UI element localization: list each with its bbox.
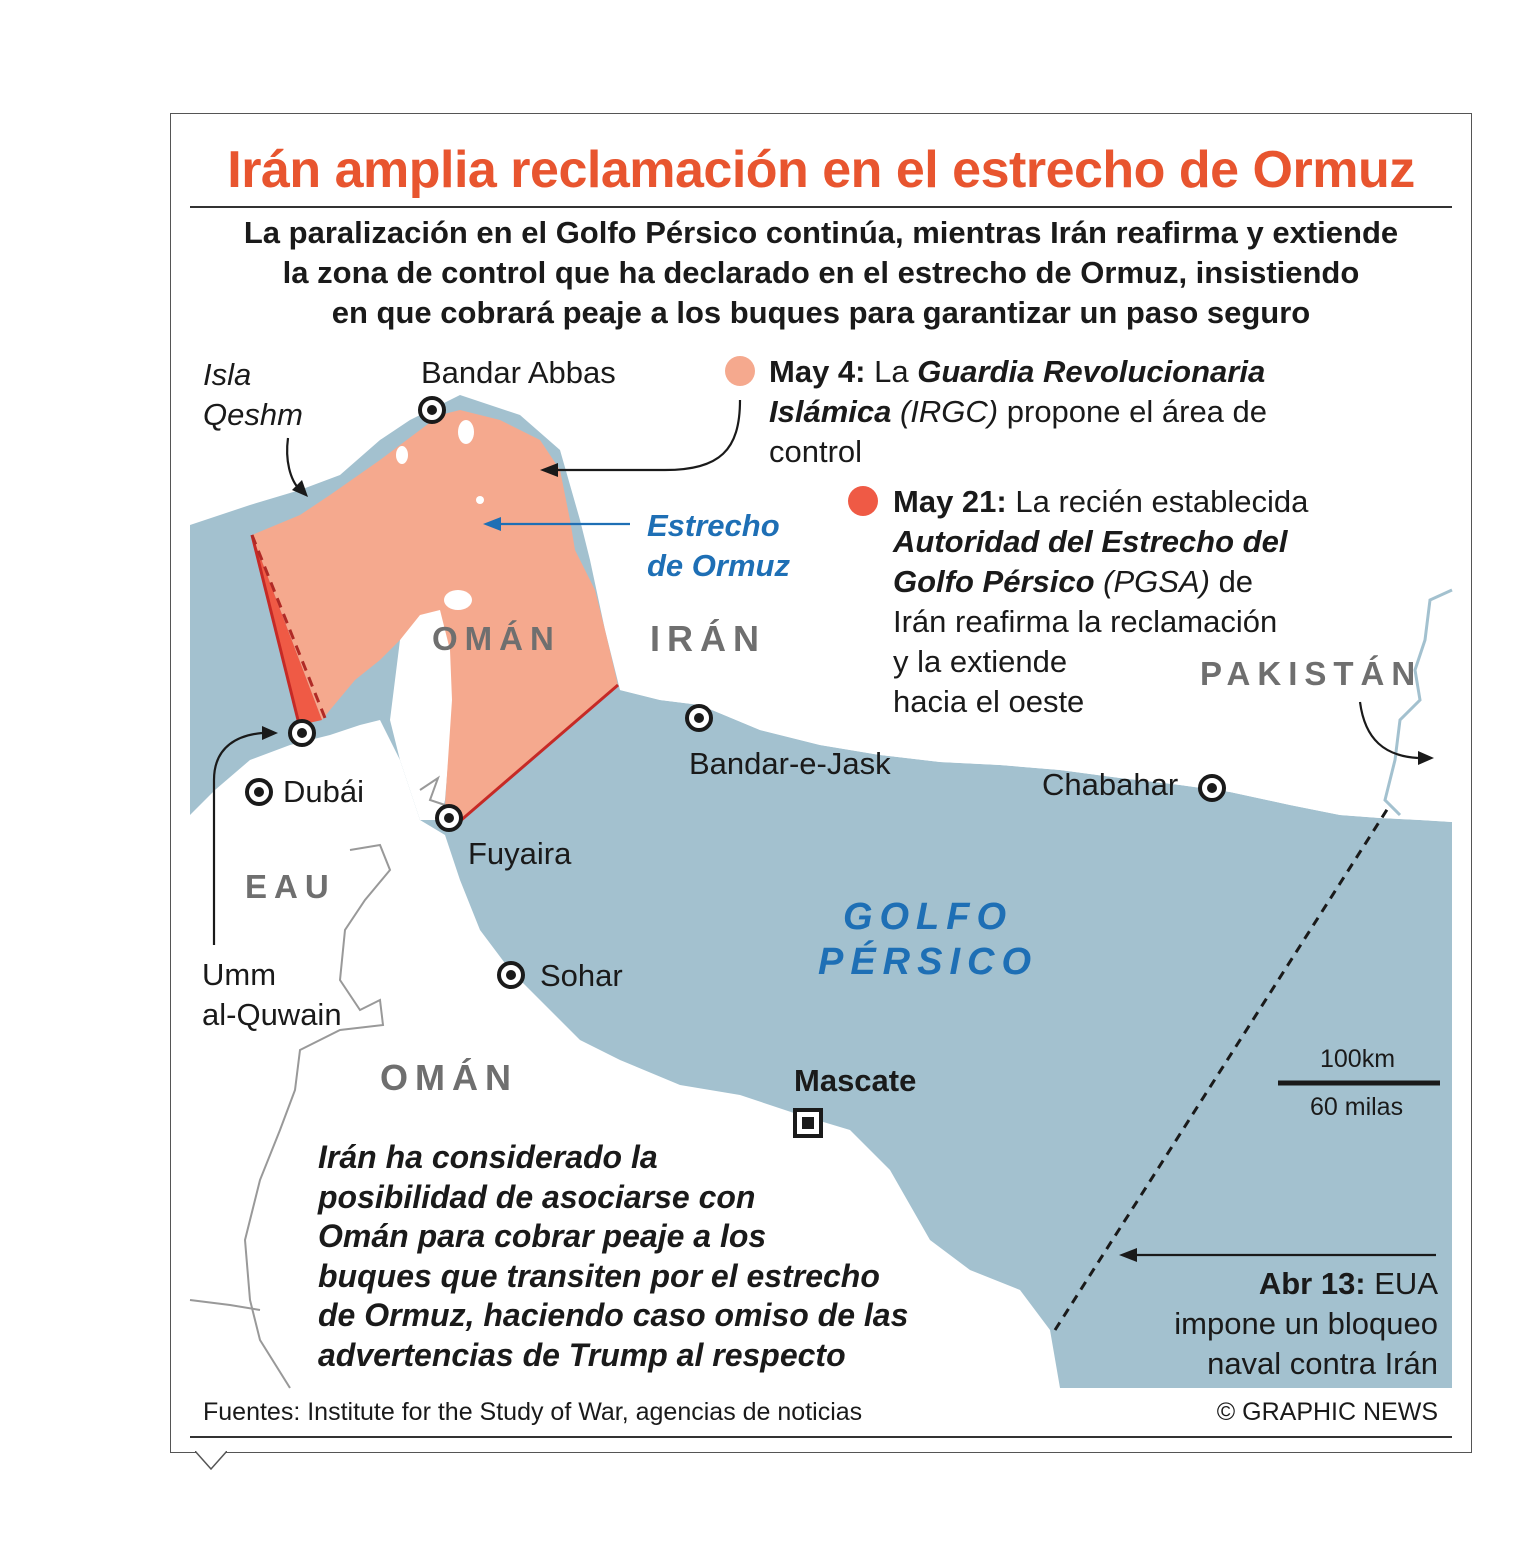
subtitle-line: en que cobrará peaje a los buques para garantizar un paso seguro: [331, 295, 1311, 330]
legend-swatch-pgsa: [848, 486, 878, 516]
scale-km: 100km: [1320, 1045, 1396, 1073]
label-sohar: Sohar: [540, 958, 623, 993]
city-marker-bandar-abbas: [420, 398, 444, 422]
city-marker-sohar: [499, 963, 523, 987]
legend-swatch-irgc: [725, 356, 755, 386]
legend-may21: May 21: La recién establecida Autoridad del Estrecho del Golfo Pérsico (PGSA) de Irán reafirma la reclamación y la extiende hacia el oeste: [893, 484, 1309, 719]
island: [476, 496, 484, 504]
island: [444, 590, 472, 610]
scale-miles: 60 milas: [1310, 1093, 1404, 1121]
island: [396, 446, 408, 464]
subtitle-line: La paralización en el Golfo Pérsico continúa, mientras Irán reafirma y extiende: [243, 215, 1399, 250]
label-country-oman-musandam: OMÁN: [432, 620, 561, 657]
subtitle-line: la zona de control que ha declarado en el estrecho de Ormuz, insistiendo: [282, 255, 1360, 290]
page-title: Irán amplia reclamación en el estrecho de Ormuz: [227, 141, 1415, 199]
city-marker-umm-al-quwain: [290, 721, 314, 745]
label-country-pakistan: PAKISTÁN: [1200, 655, 1423, 692]
capital-marker-mascate: [795, 1110, 821, 1136]
blockade-note: Abr 13: EUA impone un bloqueo naval contra Irán: [1174, 1266, 1438, 1381]
label-estrecho-de-ormuz: Estrecho de Ormuz: [647, 508, 790, 583]
label-golfo-persico: GOLFO PÉRSICO: [817, 896, 1039, 983]
legend-may4: May 4: La Guardia Revolucionaria Islámica (IRGC) propone el área de control: [769, 354, 1268, 469]
label-bandar-abbas: Bandar Abbas: [421, 355, 616, 390]
subtitle: [190, 213, 1452, 333]
sources: Fuentes: Institute for the Study of War, agencias de noticias: [203, 1398, 863, 1426]
footer-divider: [190, 1436, 1452, 1438]
label-country-eau: EAU: [245, 868, 336, 905]
label-bandar-e-jask: Bandar-e-Jask: [689, 746, 891, 781]
label-mascate: Mascate: [794, 1063, 917, 1098]
island: [458, 420, 474, 444]
city-marker-dubai: [247, 780, 271, 804]
label-fuyaira: Fuyaira: [468, 836, 572, 871]
city-marker-bandar-e-jask: [687, 706, 711, 730]
label-country-iran: IRÁN: [650, 618, 766, 659]
credit: © GRAPHIC NEWS: [1216, 1398, 1438, 1426]
city-marker-fuyaira: [437, 806, 461, 830]
label-isla-qeshm: Isla Qeshm: [203, 357, 303, 432]
label-chabahar: Chabahar: [1042, 767, 1179, 802]
arrow-qeshm: [287, 438, 300, 490]
label-country-oman: OMÁN: [380, 1057, 518, 1098]
city-marker-chabahar: [1200, 776, 1224, 800]
title-divider: [190, 206, 1452, 208]
oman-toll-note: Irán ha considerado la posibilidad de asociarse con Omán para cobrar peaje a los buques que transiten por el estrecho de Ormuz, haciendo caso omiso de las advertencias de Trump al respecto: [318, 1139, 909, 1373]
label-dubai: Dubái: [283, 774, 364, 809]
label-umm-al-quwain: Umm al-Quwain: [202, 957, 342, 1032]
